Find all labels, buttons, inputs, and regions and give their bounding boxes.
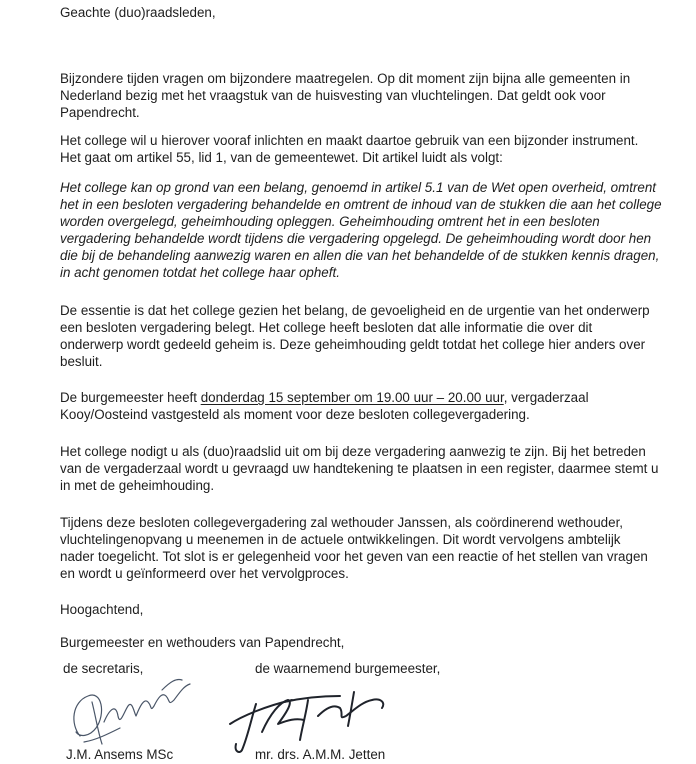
paragraph-6-line: Tijdens deze besloten collegevergadering zal wethouder Janssen, als coördinerend wethouder, <box>60 515 624 530</box>
mayor-name: mr. drs. A.M.M. Jetten <box>255 747 386 762</box>
paragraph-1-line: Bijzondere tijden vragen om bijzondere maatregelen. Op dit moment zijn bijna alle gemeenten in <box>60 71 631 86</box>
sender: Burgemeester en wethouders van Papendrecht, <box>60 635 345 650</box>
paragraph-1-line: Papendrecht. <box>60 105 140 120</box>
paragraph-3-line: De essentie is dat het college gezien het belang, de gevoeligheid en de urgentie van het onderwerp <box>60 303 650 318</box>
secretary-role: de secretaris, <box>63 661 144 676</box>
paragraph-4-line <box>60 389 589 406</box>
paragraph-6-line: vluchtelingenopvang u meenemen in de actuele ontwikkelingen. Dit wordt vervolgens ambtelijk <box>60 532 621 547</box>
paragraph-6-line: nader toegelicht. Tot slot is er gelegenheid voor het geven van een reactie of het stellen van vragen <box>60 549 648 564</box>
paragraph-1-line: Nederland bezig met het vraagstuk van de huisvesting van vluchtelingen. Dat geldt ook voor <box>60 88 606 103</box>
paragraph-6-line: en wordt u geïnformeerd over het vervolgproces. <box>60 566 349 581</box>
quote-line: het in een besloten vergadering behandelde en omtrent de inhoud van de stukken die aan het college <box>60 197 662 212</box>
paragraph-3-line: onderwerp wordt gedeeld geheim is. Deze geheimhouding geldt totdat het college hier anders over <box>60 337 646 352</box>
paragraph-3-line: een besloten vergadering belegt. Het college heeft besloten dat alle informatie die over dit <box>60 320 593 335</box>
secretary-signature <box>62 662 222 754</box>
quote-line: in acht genomen totdat het college haar opheft. <box>60 265 340 280</box>
paragraph-5-line: van de vergaderzaal wordt u gevraagd uw handtekening te plaatsen in een register, daarmee stemt u <box>60 461 659 476</box>
greeting: Geachte (duo)raadsleden, <box>60 5 216 20</box>
paragraph-2-line: Het gaat om artikel 55, lid 1, van de gemeentewet. Dit artikel luidt als volgt: <box>60 150 503 165</box>
quote-line: worden overgelegd, geheimhouding opleggen. Geheimhouding omtrent het in een besloten <box>60 214 600 229</box>
paragraph-2-line: Het college wil u hierover vooraf inlichten en maakt daartoe gebruik van een bijzonder instrument. <box>60 133 639 148</box>
closing: Hoogachtend, <box>60 602 144 617</box>
meeting-room-prefix: , vergaderzaal <box>503 390 589 405</box>
paragraph-3-line: besluit. <box>60 354 103 369</box>
paragraph-4-line: Kooy/Oosteind vastgesteld als moment voor deze besloten collegevergadering. <box>60 407 530 422</box>
paragraph-5-line: in met de geheimhouding. <box>60 478 215 493</box>
meeting-datetime: donderdag 15 september om 19.00 uur – 20.00 uur <box>200 390 504 405</box>
paragraph-5-line: Het college nodigt u als (duo)raadslid uit om bij deze vergadering aanwezig te zijn. Bij het betreden <box>60 444 646 459</box>
secretary-name: J.M. Ansems MSc <box>66 747 174 762</box>
mayor-role: de waarnemend burgemeester, <box>255 661 441 676</box>
quote-line: die bij de behandeling aanwezig waren en allen die van het behandelde of de stukken kennis dragen, <box>60 248 660 263</box>
quote-line: Het college kan op grond van een belang, genoemd in artikel 5.1 van de Wet open overheid, omtrent <box>60 180 657 195</box>
meeting-intro: De burgemeester heeft <box>60 390 201 405</box>
quote-line: vergadering behandelde wordt tijdens die vergadering opgelegd. De geheimhouding wordt door hen <box>60 231 652 246</box>
